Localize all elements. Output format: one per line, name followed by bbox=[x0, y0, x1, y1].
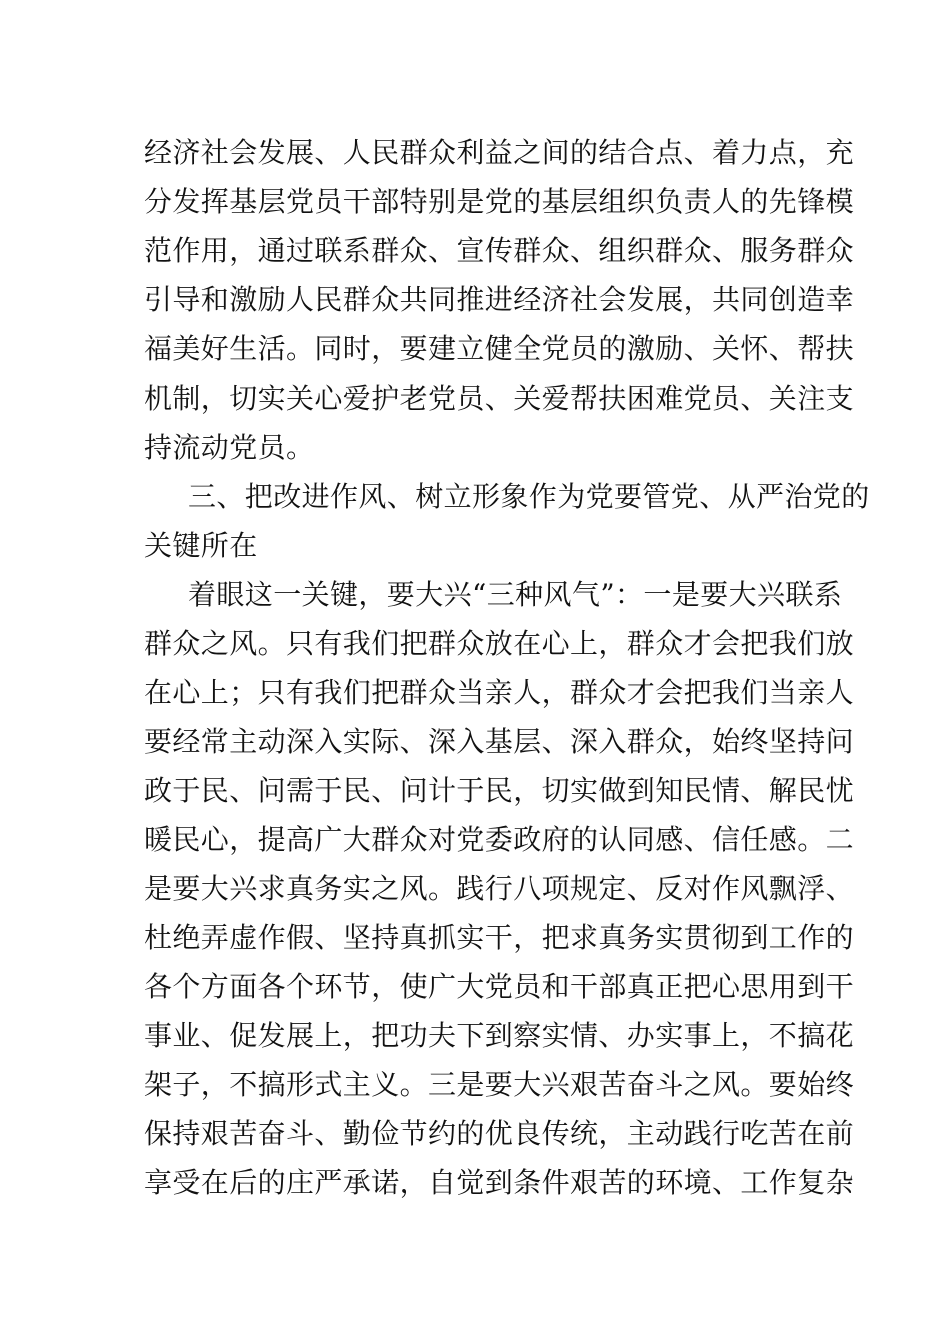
text-line: 要经常主动深入实际、深入基层、深入群众，始终坚持问 bbox=[144, 725, 855, 758]
text-line: 各个方面各个环节，使广大党员和干部真正把心思用到干 bbox=[144, 970, 855, 1003]
text-line: 暖民心，提高广大群众对党委政府的认同感、信任感。二 bbox=[144, 823, 855, 856]
text-line: 福美好生活。同时，要建立健全党员的激励、关怀、帮扶 bbox=[144, 332, 855, 365]
text-line: 政于民、问需于民、问计于民，切实做到知民情、解民忧 bbox=[144, 774, 855, 807]
text-line: 引导和激励人民群众共同推进经济社会发展，共同创造幸 bbox=[144, 283, 855, 316]
section-heading-continued: 关键所在 bbox=[144, 529, 258, 562]
text-line: 是要大兴求真务实之风。践行八项规定、反对作风飘浮、 bbox=[144, 872, 855, 905]
text-line: 杜绝弄虚作假、坚持真抓实干，把求真务实贯彻到工作的 bbox=[144, 921, 855, 954]
section-heading: 三、把改进作风、树立形象作为党要管党、从严治党的 bbox=[188, 480, 870, 513]
text-line: 架子，不搞形式主义。三是要大兴艰苦奋斗之风。要始终 bbox=[144, 1068, 855, 1101]
text-line: 群众之风。只有我们把群众放在心上，群众才会把我们放 bbox=[144, 627, 855, 660]
text-line: 保持艰苦奋斗、勤俭节约的优良传统，主动践行吃苦在前 bbox=[144, 1117, 855, 1150]
paragraph-start-line: 着眼这一关键，要大兴“三种风气”：一是要大兴联系 bbox=[188, 578, 843, 611]
text-line: 事业、促发展上，把功夫下到察实情、办实事上，不搞花 bbox=[144, 1019, 855, 1052]
text-line: 享受在后的庄严承诺，自觉到条件艰苦的环境、工作复杂 bbox=[144, 1166, 855, 1199]
text-line: 机制，切实关心爱护老党员、关爱帮扶困难党员、关注支 bbox=[144, 382, 855, 415]
text-line: 分发挥基层党员干部特别是党的基层组织负责人的先锋模 bbox=[144, 185, 855, 218]
text-line: 持流动党员。 bbox=[144, 431, 315, 464]
text-line: 范作用，通过联系群众、宣传群众、组织群众、服务群众 bbox=[144, 234, 855, 267]
text-line: 经济社会发展、人民群众利益之间的结合点、着力点，充 bbox=[144, 136, 855, 169]
text-line: 在心上；只有我们把群众当亲人，群众才会把我们当亲人 bbox=[144, 676, 855, 709]
